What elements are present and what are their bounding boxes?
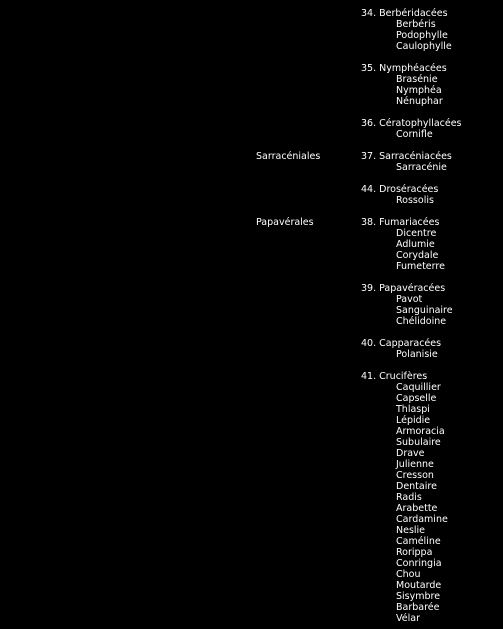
genus-item: Subulaire [396,437,441,448]
genus-item: Arabette [396,503,438,514]
genus-list [396,294,453,327]
genus-list [396,129,433,140]
genus-item: Cardamine [396,514,448,525]
genus-item: Radis [396,492,422,503]
family-label: 38. Fumariacées [361,217,440,228]
genus-item: Chou [396,569,421,580]
family-label: 44. Droséracées [361,184,439,195]
order-label: Papavérales [256,217,314,228]
genus-item: Polanisie [396,349,438,360]
family-label: 41. Crucifères [361,371,428,382]
genus-item: Sisymbre [396,591,441,602]
genus-list [396,19,452,52]
genus-item: Neslie [396,525,426,536]
genus-item: Corydale [396,250,439,261]
genus-item: Fumeterre [396,261,445,272]
genus-item: Caméline [396,536,441,547]
genus-item: Julienne [396,459,434,470]
genus-item: Lépidie [396,415,431,426]
genus-item: Caulophylle [396,41,452,52]
genus-item: Caquillier [396,382,441,393]
genus-list [396,162,447,173]
genus-item: Dicentre [396,228,437,239]
genus-item: Berbéris [396,19,436,30]
genus-item: Cornifle [396,129,433,140]
genus-item: Armoracia [396,426,445,437]
genus-item: Conringia [396,558,442,569]
genus-item: Podophylle [396,30,448,41]
genus-list [396,74,443,107]
order-label: Sarracéniales [256,151,321,162]
genus-item: Nymphéa [396,85,442,96]
genus-item: Pavot [396,294,423,305]
genus-item: Chélidoine [396,316,447,327]
family-label: 39. Papavéracées [361,283,446,294]
family-label: 34. Berbéridacées [361,8,448,19]
genus-item: Sanguinaire [396,305,453,316]
genus-item: Moutarde [396,580,442,591]
genus-item: Capselle [396,393,437,404]
genus-item: Dentaire [396,481,437,492]
family-label: 40. Capparacées [361,338,442,349]
genus-list [396,349,438,360]
genus-item: Nénuphar [396,96,443,107]
family-label: 37. Sarracéniacées [361,151,452,162]
genus-item: Thlaspi [396,404,430,415]
genus-item: Rossolis [396,195,434,206]
genus-item: Adlumie [396,239,435,250]
family-label: 36. Cératophyllacées [361,118,462,129]
family-label: 35. Nymphéacées [361,63,447,74]
genus-item: Vélar [396,613,420,624]
genus-item: Drave [396,448,425,459]
genus-item: Brasénie [396,74,438,85]
genus-item: Rorippa [396,547,433,558]
genus-list [396,228,445,272]
genus-item: Barbarée [396,602,440,613]
genus-list [396,195,434,206]
genus-list [396,382,448,624]
genus-item: Cresson [396,470,434,481]
genus-item: Sarracénie [396,162,447,173]
